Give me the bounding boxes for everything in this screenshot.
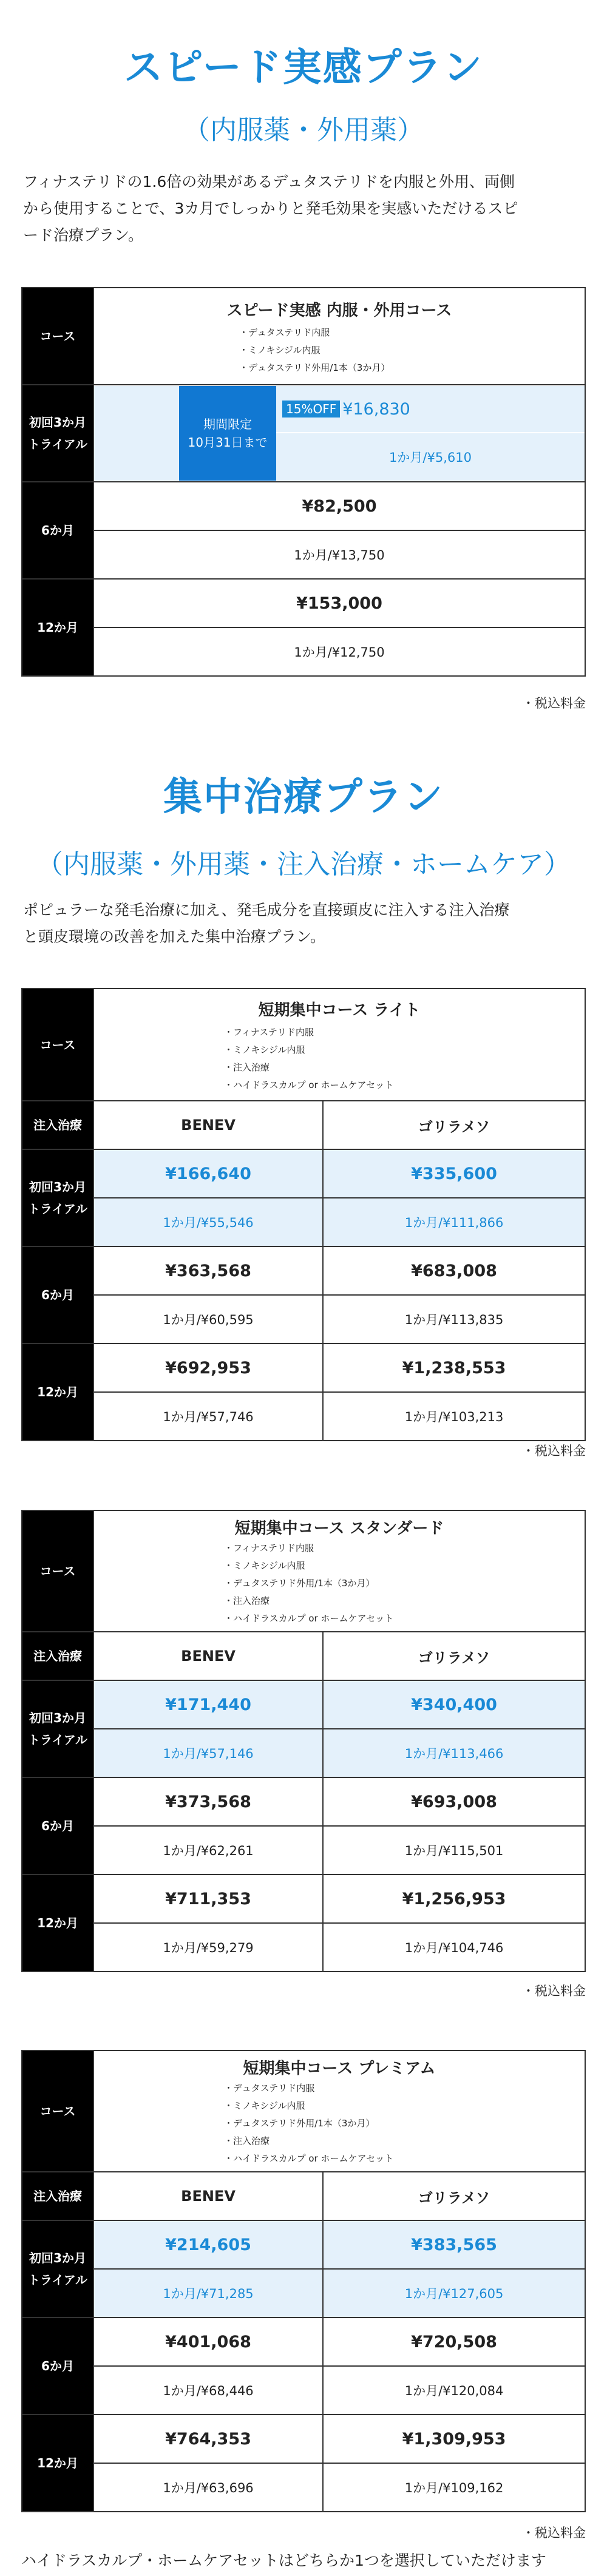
standard-course-table — [21, 1510, 586, 1972]
course-name: 短期集中コース スタンダード — [234, 1520, 444, 1538]
price-6m: ¥82,500 — [93, 482, 585, 530]
row-header-trial-line1: 初回3か月 — [29, 2251, 86, 2265]
row-header-12m: 12か月 — [22, 1344, 93, 1441]
trial-cell — [93, 385, 585, 482]
monthly-12m-benev: 1か月/¥57,746 — [93, 1392, 323, 1441]
row-header-trial-line2: トライアル — [28, 2273, 87, 2287]
monthly-6m-gorilla: 1か月/¥120,084 — [323, 2366, 585, 2415]
limited-period-badge — [179, 386, 276, 481]
trial-monthly-gorilla: 1か月/¥127,605 — [323, 2269, 585, 2317]
course-item: ・ ミノキシジル内服 — [224, 1557, 455, 1575]
row-header-trial-line1: 初回3か月 — [29, 415, 86, 430]
course-item: ・ 注入治療 — [224, 2132, 455, 2150]
course-name: 短期集中コース プレミアム — [243, 2060, 436, 2078]
intensive-plan-lead — [23, 897, 588, 950]
monthly-6m-gorilla: 1か月/¥113,835 — [323, 1295, 585, 1344]
trial-price-gorilla: ¥383,565 — [323, 2220, 585, 2269]
intensive-plan-title: 集中治療プラン — [163, 775, 444, 820]
column-gorilla-meso: ゴリラメソ — [323, 1101, 585, 1149]
price-6m-benev: ¥373,568 — [93, 1777, 323, 1826]
row-header-trial — [22, 2220, 93, 2317]
row-header-injection: 注入治療 — [22, 2172, 93, 2220]
lead-line: ポピュラーな発毛治療に加え、発毛成分を直接頭皮に注入する注入治療 — [23, 901, 510, 919]
monthly-12m-gorilla: 1か月/¥103,213 — [323, 1392, 585, 1441]
trial-price-benev: ¥214,605 — [93, 2220, 323, 2269]
course-item: ・ ハイドラスカルプ or ホームケアセット — [224, 1077, 455, 1094]
column-benev: BENEV — [93, 1101, 323, 1149]
course-item: ・ デュタステリド外用/1本（3か月） — [239, 359, 439, 377]
speed-plan-lead — [23, 169, 588, 249]
monthly-12m-gorilla: 1か月/¥104,746 — [323, 1923, 585, 1972]
monthly-12m-benev: 1か月/¥59,279 — [93, 1923, 323, 1972]
column-benev: BENEV — [93, 1632, 323, 1680]
lite-course-table — [21, 988, 586, 1441]
row-header-course: コース — [22, 288, 93, 385]
course-item: ・ 注入治療 — [224, 1592, 455, 1610]
lead-line: ード治療プラン。 — [23, 226, 144, 244]
course-item: ・ ミノキシジル内服 — [224, 2097, 455, 2115]
course-item: ・ デュタステリド外用/1本（3か月） — [224, 2115, 455, 2132]
course-name: スピード実感 内服・外用コース — [226, 302, 452, 320]
price-12m: ¥153,000 — [93, 579, 585, 627]
course-cell — [93, 2050, 585, 2172]
row-header-injection: 注入治療 — [22, 1101, 93, 1149]
row-header-trial-line2: トライアル — [28, 1202, 87, 1216]
monthly-6m: 1か月/¥13,750 — [93, 530, 585, 579]
trial-price-gorilla: ¥335,600 — [323, 1149, 585, 1198]
monthly-6m-benev: 1か月/¥60,595 — [93, 1295, 323, 1344]
course-item: ・ ハイドラスカルプ or ホームケアセット — [224, 1610, 455, 1628]
trial-monthly: 1か月/¥5,610 — [389, 450, 472, 465]
premium-course-table — [21, 2050, 586, 2512]
course-cell — [93, 989, 585, 1101]
course-item: ・ ミノキシジル内服 — [224, 1041, 455, 1059]
price-12m-benev: ¥692,953 — [93, 1344, 323, 1392]
course-items — [224, 1024, 455, 1094]
row-header-trial-line1: 初回3か月 — [29, 1711, 86, 1725]
course-item: ・ デュタステリド外用/1本（3か月） — [224, 1575, 455, 1592]
row-header-trial-line2: トライアル — [28, 1733, 87, 1747]
monthly-12m-gorilla: 1か月/¥109,162 — [323, 2463, 585, 2512]
trial-price-row — [276, 386, 585, 433]
row-header-trial — [22, 385, 93, 482]
tax-note: ・税込料金 — [522, 696, 586, 711]
price-12m-gorilla: ¥1,256,953 — [323, 1875, 585, 1923]
price-6m-benev: ¥401,068 — [93, 2317, 323, 2366]
price-12m-gorilla: ¥1,238,553 — [323, 1344, 585, 1392]
trial-monthly-gorilla: 1か月/¥111,866 — [323, 1198, 585, 1246]
column-gorilla-meso: ゴリラメソ — [323, 1632, 585, 1680]
trial-monthly-benev: 1か月/¥57,146 — [93, 1729, 323, 1777]
trial-price-gorilla: ¥340,400 — [323, 1680, 585, 1729]
price-6m-gorilla: ¥693,008 — [323, 1777, 585, 1826]
row-header-course: コース — [22, 989, 93, 1101]
monthly-12m-benev: 1か月/¥63,696 — [93, 2463, 323, 2512]
trial-monthly-row — [276, 433, 585, 481]
row-header-6m: 6か月 — [22, 482, 93, 579]
tax-note: ・税込料金 — [522, 2526, 586, 2540]
speed-plan-title: スピード実感プラン — [124, 46, 483, 90]
trial-price: ¥16,830 — [342, 399, 410, 419]
course-item: ・ ハイドラスカルプ or ホームケアセット — [224, 2150, 455, 2168]
trial-monthly-benev: 1か月/¥71,285 — [93, 2269, 323, 2317]
price-6m-gorilla: ¥683,008 — [323, 1246, 585, 1295]
row-header-6m: 6か月 — [22, 1777, 93, 1875]
lead-line: から使用することで、3カ月でしっかりと発毛効果を実感いただけるスピ — [23, 200, 518, 217]
row-header-12m: 12か月 — [22, 1875, 93, 1972]
course-items — [224, 1540, 455, 1628]
tax-note: ・税込料金 — [522, 1444, 586, 1458]
trial-monthly-benev: 1か月/¥55,546 — [93, 1198, 323, 1246]
column-gorilla-meso: ゴリラメソ — [323, 2172, 585, 2220]
trial-price-benev: ¥166,640 — [93, 1149, 323, 1198]
course-item: ・ フィナステリド内服 — [224, 1540, 455, 1557]
lead-line: フィナステリドの1.6倍の効果があるデュタステリドを内服と外用、両側 — [23, 173, 515, 191]
row-header-trial — [22, 1680, 93, 1777]
course-item: ・ フィナステリド内服 — [224, 1024, 455, 1041]
row-header-trial-line2: トライアル — [28, 437, 87, 451]
footer-note: ハイドラスカルプ・ホームケアセットはどちらか1つを選択していただけます — [21, 2552, 546, 2569]
course-name: 短期集中コース ライト — [258, 1001, 421, 1019]
price-6m-benev: ¥363,568 — [93, 1246, 323, 1295]
tax-note: ・税込料金 — [522, 1984, 586, 1998]
course-item: ・ デュタステリド内服 — [239, 324, 439, 342]
price-12m-benev: ¥764,353 — [93, 2415, 323, 2463]
speed-plan-table — [21, 287, 586, 677]
row-header-trial — [22, 1149, 93, 1246]
course-cell — [93, 1510, 585, 1632]
course-items — [239, 324, 439, 377]
course-cell — [93, 288, 585, 385]
row-header-12m: 12か月 — [22, 579, 93, 676]
limited-label: 期間限定 — [203, 417, 252, 431]
row-header-course: コース — [22, 2050, 93, 2172]
price-6m-gorilla: ¥720,508 — [323, 2317, 585, 2366]
row-header-6m: 6か月 — [22, 1246, 93, 1344]
price-12m-benev: ¥711,353 — [93, 1875, 323, 1923]
course-item: ・ デュタステリド内服 — [224, 2080, 455, 2097]
course-item: ・ 注入治療 — [224, 1059, 455, 1077]
row-header-12m: 12か月 — [22, 2415, 93, 2512]
price-12m-gorilla: ¥1,309,953 — [323, 2415, 585, 2463]
lead-line: と頭皮環境の改善を加えた集中治療プラン。 — [23, 928, 326, 945]
row-header-6m: 6か月 — [22, 2317, 93, 2415]
monthly-12m: 1か月/¥12,750 — [93, 627, 585, 676]
row-header-course: コース — [22, 1510, 93, 1632]
monthly-6m-benev: 1か月/¥62,261 — [93, 1826, 323, 1875]
intensive-plan-subtitle: （内服薬・外用薬・注入治療・ホームケア） — [36, 849, 571, 880]
course-item: ・ ミノキシジル内服 — [239, 342, 439, 359]
row-header-trial-line1: 初回3か月 — [29, 1180, 86, 1194]
speed-plan-subtitle: （内服薬・外用薬） — [183, 115, 424, 146]
monthly-6m-benev: 1か月/¥68,446 — [93, 2366, 323, 2415]
trial-price-benev: ¥171,440 — [93, 1680, 323, 1729]
trial-monthly-gorilla: 1か月/¥113,466 — [323, 1729, 585, 1777]
course-items — [224, 2080, 455, 2168]
row-header-injection: 注入治療 — [22, 1632, 93, 1680]
column-benev: BENEV — [93, 2172, 323, 2220]
limited-date: 10月31日まで — [188, 435, 268, 450]
monthly-6m-gorilla: 1か月/¥115,501 — [323, 1826, 585, 1875]
discount-badge: 15%OFF — [282, 401, 340, 418]
